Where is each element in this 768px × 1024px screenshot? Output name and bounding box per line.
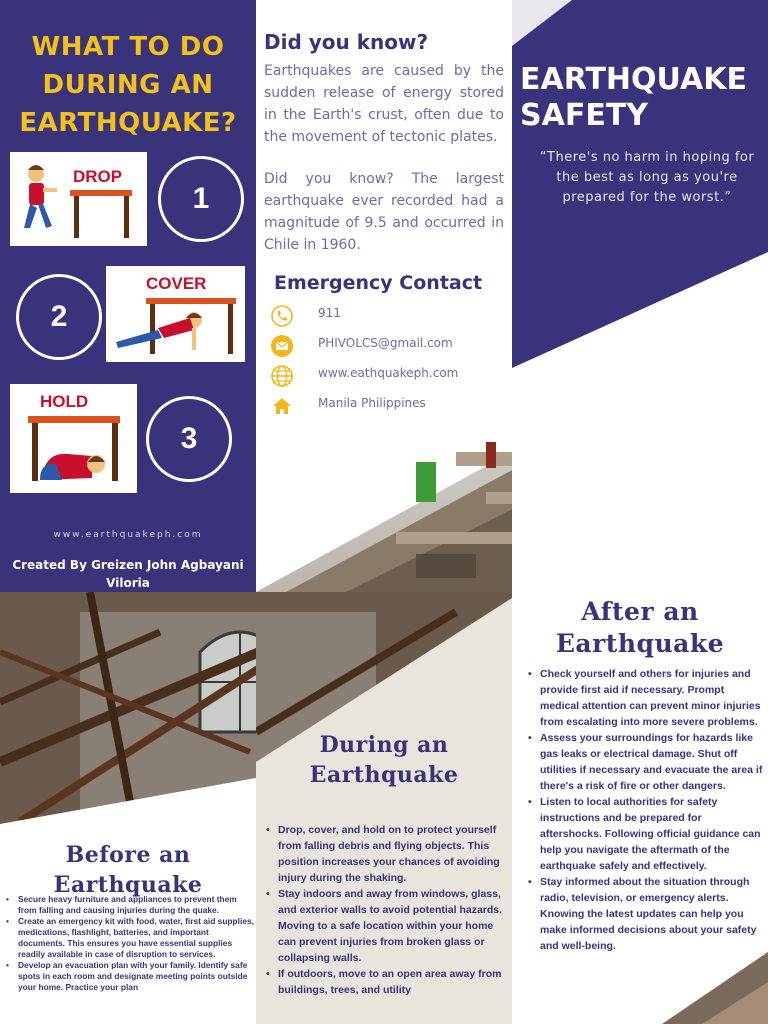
- drop-label: DROP: [73, 167, 123, 186]
- cover-label: COVER: [146, 274, 207, 293]
- list-item: • Listen to local authorities for safety instructions and be prepared for aftershocks. Following official guidance can help you navigate the aftermath of the earthquake safely and effectively.: [528, 794, 764, 874]
- hold-label: HOLD: [40, 392, 89, 411]
- after-heading: After an Earthquake: [555, 597, 725, 658]
- cover-card: [106, 266, 245, 362]
- contact-address[interactable]: Manila Philippines: [270, 394, 500, 418]
- fact-paragraph-1: Earthquakes are caused by the sudden release of energy stored in the Earth's crust, often due to the movement of tectonic plates.: [264, 63, 504, 145]
- step-1-circle: 1: [158, 156, 244, 242]
- rubble-corner-photo: [512, 592, 768, 1024]
- step-2-circle: 2: [16, 274, 102, 360]
- what-to-do-title: WHAT TO DO DURING AN EARTHQUAKE?: [19, 32, 237, 138]
- contact-website[interactable]: www.eathquakeph.com: [270, 364, 500, 388]
- after-earthquake-panel: [512, 592, 768, 1024]
- drop-card: [10, 152, 147, 246]
- list-item: • Drop, cover, and hold on to protect yourself from falling debris and flying objects. This position increases your chances of avoiding injury during the shaking.: [266, 822, 506, 886]
- list-item: • Stay informed about the situation through radio, television, or emergency alerts. Knowing the latest updates can help you make informed decisions about your safety and well-being.: [528, 874, 764, 954]
- step-3-circle: 3: [146, 396, 232, 482]
- list-item: • Develop an evacuation plan with your family. Identify safe spots in each room and designate meeting points outside your home. Practice your plan: [6, 960, 254, 993]
- did-you-know-heading: Did you know?: [264, 30, 429, 54]
- before-list: [6, 894, 254, 993]
- during-earthquake-panel: [256, 592, 512, 1024]
- main-title: EARTHQUAKE SAFETY: [520, 62, 747, 133]
- fact-paragraph-2: Did you know? The largest earthquake ever recorded had a magnitude of 9.5 and occurred in Chile in 1960.: [264, 171, 504, 253]
- list-item: • Stay indoors and away from windows, glass, and exterior walls to avoid potential hazards. Moving to a safe location within your home can prevent injuries from broken glass or collapsing walls.: [266, 886, 506, 966]
- contact-phone[interactable]: 911: [270, 304, 500, 328]
- list-item: • Create an emergency kit with food, water, first aid supplies, medications, flashlight, batteries, and important documents. This ensures you have essential supplies readily available in case of disruption to services.: [6, 916, 254, 960]
- before-earthquake-panel: [0, 592, 256, 1024]
- what-to-do-panel: [0, 0, 256, 592]
- during-list: [266, 822, 506, 998]
- list-item: • Check yourself and others for injuries and provide first aid if necessary. Prompt medical attention can prevent minor injuries from escalating into more severe problems.: [528, 666, 764, 730]
- preparedness-quote: “There's no harm in hoping for the best as long as you're prepared for the worst.”: [539, 150, 755, 205]
- before-heading: Before an Earthquake: [53, 842, 203, 898]
- hold-illustration: [10, 384, 137, 493]
- contact-email[interactable]: PHIVOLCS@gmail.com: [270, 334, 500, 358]
- emergency-contact-heading: Emergency Contact: [274, 272, 483, 294]
- drop-illustration: [10, 152, 147, 246]
- list-item: • If outdoors, move to an open area away from buildings, trees, and utility: [266, 966, 506, 998]
- creator-credit: Created By Greizen John Agbayani Viloria: [12, 558, 244, 590]
- earthquake-safety-panel: [512, 0, 768, 592]
- during-heading: During an Earthquake: [309, 732, 459, 788]
- list-item: • Assess your surroundings for hazards like gas leaks or electrical damage. Shut off utilities if necessary and evacuate the area if there's a risk of fire or other dangers.: [528, 730, 764, 794]
- list-item: • Secure heavy furniture and appliances to prevent them from falling and causing injuries during the quake.: [6, 894, 254, 916]
- cover-illustration: [106, 266, 245, 362]
- hold-card: [10, 384, 137, 493]
- website-url[interactable]: www.earthquakeph.com: [53, 530, 203, 540]
